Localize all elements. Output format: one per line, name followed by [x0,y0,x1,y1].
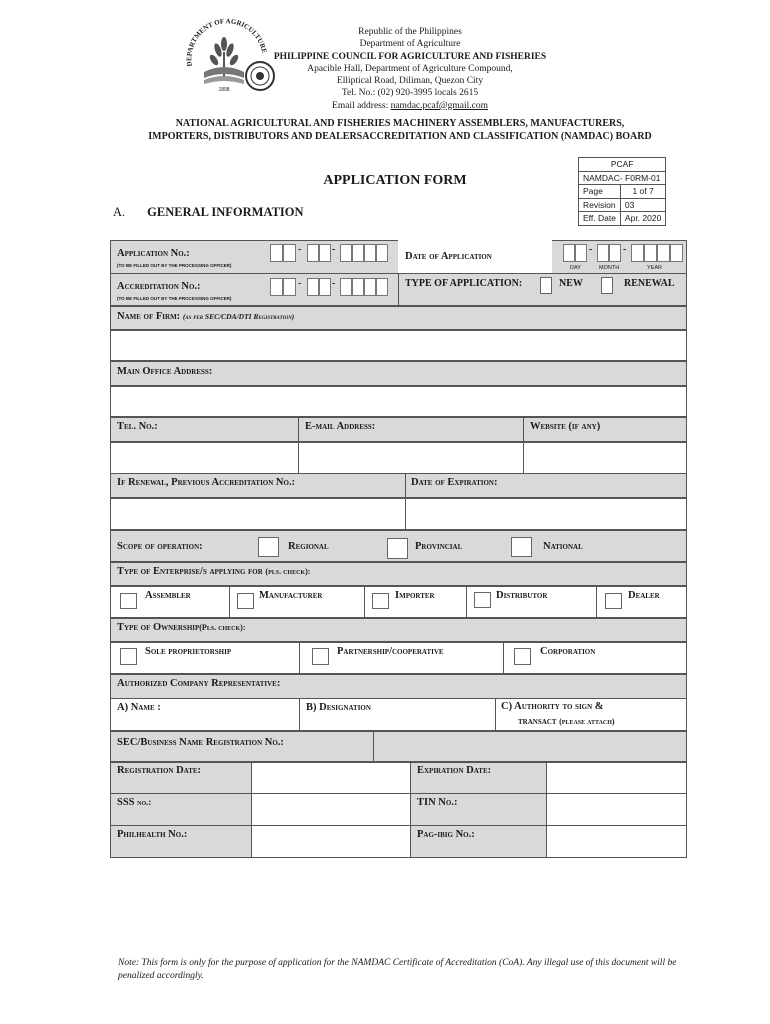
divider [299,698,300,731]
year-caption: YEAR [647,265,662,271]
corporation-checkbox[interactable] [514,648,531,665]
section-title: GENERAL INFORMATION [147,205,304,219]
contact-band [110,417,687,442]
importer-label: Importer [395,590,435,601]
enterprise-check-note: (pls. check): [265,567,311,576]
accreditation-no-note: (TO BE FILLED OUT BY THE PROCESSING OFFICER) [117,296,232,301]
enterprise-text: Type of Enterprise/s applying for [117,566,263,577]
ownership-check-note: (Pls. check): [199,623,246,632]
sole-proprietorship-label: Sole proprietorship [145,646,232,657]
sole-proprietorship-checkbox[interactable] [120,648,137,665]
day-caption: DAY [570,265,581,271]
please-attach-note: (please attach) [559,717,615,726]
sss-no-input[interactable] [251,793,411,826]
board-title-line: NATIONAL AGRICULTURAL AND FISHERIES MACHINERY ASSEMBLERS, MANUFACTURERS, [175,118,625,129]
name-of-firm-text: Name of Firm: [117,311,181,322]
board-title-line: IMPORTERS, DISTRIBUTORS AND DEALERSACCREDITATION AND CLASSIFICATION (NAMDAC) BOARD [148,131,652,142]
name-of-firm-label [117,311,294,322]
renewal-label: RENEWAL [624,278,675,289]
new-label: NEW [559,278,583,289]
website-label: Website (if any) [530,421,601,432]
divider [503,642,504,674]
accreditation-no-label: Accreditation No.: [117,281,201,292]
partnership-checkbox[interactable] [312,648,329,665]
type-of-application-label: TYPE OF APPLICATION: [405,278,523,289]
website-input[interactable] [523,442,687,474]
distributor-checkbox[interactable] [474,592,491,608]
form-title: APPLICATION FORM [323,173,467,188]
national-label: National [543,541,583,552]
authorized-rep-label: Authorized Company Representative: [117,678,281,689]
divider [373,731,374,762]
divider [110,273,687,274]
divider [466,586,467,618]
revision-value: 03 [620,198,665,212]
expiration-date-label: Expiration Date: [417,765,492,776]
email-label: Email address: [332,100,391,111]
sec-registration-label: SEC/Business Name Registration No.: [117,737,284,748]
sss-no-label [117,797,151,808]
month-caption: MONTH [599,265,620,271]
provincial-checkbox[interactable] [387,538,408,559]
enterprise-label [117,566,310,577]
divider [405,473,406,498]
tin-no-label: TIN No.: [417,797,458,808]
partnership-label: Partnership/cooperative [337,646,444,657]
pag-ibig-no-label: Pag-ibig No.: [417,829,475,840]
ownership-text: Type of Ownership [117,622,200,633]
dealer-checkbox[interactable] [605,593,622,609]
header-line: PHILIPPINE COUNCIL FOR AGRICULTURE AND FISHERIES [273,51,547,62]
eff-date-value: Apr. 2020 [620,212,665,226]
agency-code: PCAF [579,158,666,172]
email-line [250,100,570,112]
rep-name-field[interactable]: A) Name : [117,702,161,713]
tel-no-label: Tel. No.: [117,421,158,432]
section-letter: A. [113,205,126,219]
provincial-label: Provincial [415,541,463,552]
rep-designation-field[interactable]: B) Designation [306,702,371,713]
registration-date-label: Registration Date: [117,765,202,776]
distributor-label: Distributor [496,590,548,601]
main-office-label: Main Office Address: [117,366,213,377]
logo-ring-text: DEPARTMENT OF AGRICULTURE [185,17,269,67]
divider [596,586,597,618]
divider [110,825,687,826]
tel-no-input[interactable] [110,442,299,474]
registration-date-input[interactable] [251,762,411,794]
assembler-checkbox[interactable] [120,593,137,609]
date-of-expiration-input[interactable] [405,498,687,530]
previous-accreditation-label: If Renewal, Previous Accreditation No.: [117,477,296,488]
renewal-checkbox[interactable] [601,277,613,294]
assembler-label: Assembler [145,590,191,601]
divider [299,642,300,674]
scope-label: Scope of operation: [117,541,203,552]
sss-no-suffix: no.: [137,797,152,807]
philhealth-no-label: Philhealth No.: [117,829,188,840]
header-line: Republic of the Philippines [358,27,462,37]
new-checkbox[interactable] [540,277,552,294]
application-no-note: (TO BE FILLED OUT BY THE PROCESSING OFFICER) [117,263,232,268]
sss-text: SSS [117,797,135,808]
agency-header [250,26,570,112]
page-label: Page [579,185,621,199]
regional-label: Regional [288,541,329,552]
divider [229,586,230,618]
corporation-label: Corporation [540,646,596,657]
philhealth-no-input[interactable] [251,825,411,858]
name-of-firm-input[interactable] [110,330,687,361]
legal-note: Note: This form is only for the purpose of application for the NAMDAC Certificate of Accreditation (CoA). Any illegal use of this document will be penalized accordingly. [118,958,677,981]
application-no-label: Application No.: [117,248,190,259]
email-address-input[interactable] [298,442,524,474]
tin-no-input[interactable] [546,793,687,826]
divider [523,417,524,442]
main-office-input[interactable] [110,386,687,417]
date-of-application-label: Date of Application [405,251,492,262]
previous-accreditation-input[interactable] [110,498,406,530]
header-line: Department of Agriculture [359,39,461,50]
name-of-firm-note: (as per SEC/CDA/DTI Registration) [182,312,295,321]
divider [364,586,365,618]
divider [110,793,687,794]
board-title [110,117,690,143]
logo-year: 1898 [218,87,230,93]
regional-checkbox[interactable] [258,537,279,557]
manufacturer-checkbox[interactable] [237,593,254,609]
transact-label [518,716,615,727]
divider [298,417,299,442]
page-value: 1 of 7 [620,185,665,199]
header-line: Apacible Hall, Department of Agriculture Compound, [307,63,513,74]
divider [495,698,496,731]
eff-date-label: Eff. Date [579,212,621,226]
ownership-label [117,622,246,633]
transact-text: transact [518,716,557,727]
manufacturer-label: Manufacturer [259,590,323,601]
document-control-table [578,157,666,226]
national-checkbox[interactable] [511,537,532,557]
authority-to-sign-label: C) Authority to sign & [501,701,604,712]
pag-ibig-no-input[interactable] [546,825,687,858]
form-number: NAMDAC- F0RM-01 [579,171,666,185]
section-a-heading [113,205,304,220]
importer-checkbox[interactable] [372,593,389,609]
date-of-expiration-label: Date of Expiration: [411,477,498,488]
header-line: Tel. No.: (02) 920-3995 locals 2615 [341,88,479,99]
revision-label: Revision [579,198,621,212]
dealer-label: Dealer [628,590,660,601]
email-link[interactable]: namdac.pcaf@gmail.com [390,100,488,111]
email-address-label: E-mail Address: [305,421,376,432]
expiration-date-input[interactable] [546,762,687,794]
header-line: Elliptical Road, Diliman, Quezon City [336,76,484,87]
